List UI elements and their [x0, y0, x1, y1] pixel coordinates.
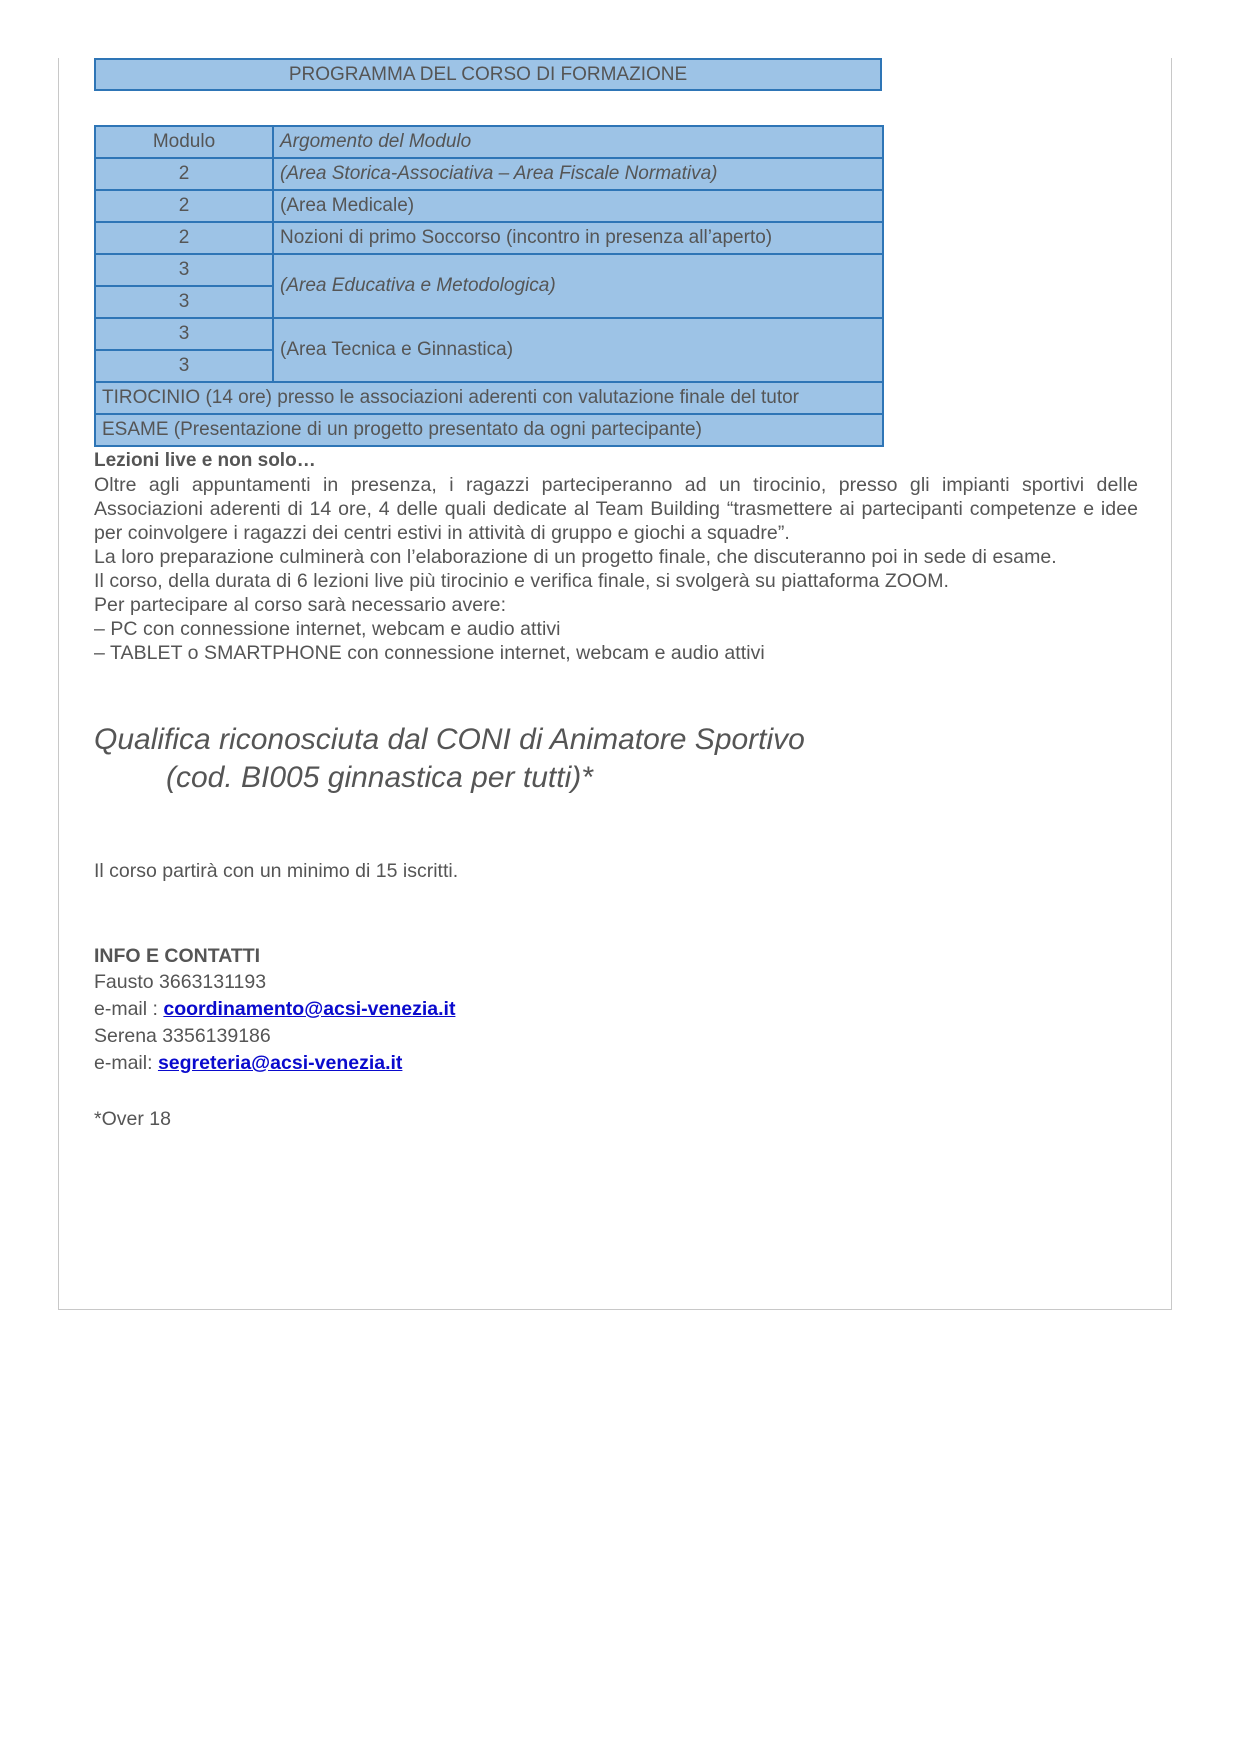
- module-number: 2: [95, 158, 273, 190]
- requirement-tablet: – TABLET o SMARTPHONE con connessione internet, webcam e audio attivi: [94, 642, 765, 664]
- module-number: 3: [95, 254, 273, 286]
- header-module: Modulo: [95, 126, 273, 158]
- table-row: [95, 190, 883, 222]
- table-row: [95, 158, 883, 190]
- module-number: 3: [95, 286, 273, 318]
- qualifica-line2: (cod. BI005 ginnastica per tutti)*: [166, 761, 593, 794]
- module-number: 3: [95, 350, 273, 382]
- table-row: [95, 222, 883, 254]
- minimo-iscritti: Il corso partirà con un minimo di 15 iscritti.: [94, 860, 459, 882]
- module-topic: (Area Storica-Associativa – Area Fiscale Normativa): [273, 158, 883, 190]
- info-heading: INFO E CONTATTI: [94, 945, 261, 967]
- table-row: [95, 254, 883, 286]
- module-topic: (Area Tecnica e Ginnastica): [273, 318, 883, 382]
- contact-email-line: [94, 1050, 1138, 1077]
- contact-email-line: [94, 996, 1138, 1023]
- qualifica-heading: [94, 721, 1138, 797]
- requirement-pc: – PC con connessione internet, webcam e audio attivi: [94, 618, 561, 640]
- email-label: e-mail :: [94, 998, 164, 1020]
- paragraph-preparazione: La loro preparazione culminerà con l’elaborazione di un progetto finale, che discuteranno poi in sede di esame.: [94, 546, 1057, 568]
- lezioni-heading: Lezioni live e non solo…: [94, 450, 316, 471]
- email-link-segreteria[interactable]: segreteria@acsi-venezia.it: [157, 1052, 403, 1074]
- module-number: 3: [95, 318, 273, 350]
- contact-serena: Serena 3356139186: [94, 1025, 271, 1047]
- table-row: [95, 414, 883, 446]
- footnote: *Over 18: [94, 1108, 171, 1130]
- paragraph-corso: Il corso, della durata di 6 lezioni live più tirocinio e verifica finale, si svolgerà su piattaforma ZOOM.: [94, 570, 950, 592]
- module-number: 2: [95, 222, 273, 254]
- header-topic: Argomento del Modulo: [273, 126, 883, 158]
- module-topic: (Area Medicale): [273, 190, 883, 222]
- table-row: [95, 382, 883, 414]
- module-number: 2: [95, 190, 273, 222]
- modules-table: [94, 125, 884, 447]
- paragraph-tirocinio: Oltre agli appuntamenti in presenza, i ragazzi parteciperanno ad un tirocinio, presso gli impianti sportivi delle Associazioni aderenti di 14 ore, 4 delle quali dedicate al Team Building “trasmettere ai partecipanti competenze e idee per coinvolgere i ragazzi dei centri estivi in attività di gruppo e giochi a squadre”.: [94, 474, 1138, 544]
- esame-row: ESAME (Presentazione di un progetto presentato da ogni partecipante): [95, 414, 883, 446]
- paragraph-requisiti: Per partecipare al corso sarà necessario avere:: [94, 594, 507, 616]
- document-content: [94, 58, 1138, 1131]
- tirocinio-row: TIROCINIO (14 ore) presso le associazioni aderenti con valutazione finale del tutor: [95, 382, 883, 414]
- email-link-coordinamento[interactable]: coordinamento@acsi-venezia.it: [163, 998, 456, 1020]
- program-title: PROGRAMMA DEL CORSO DI FORMAZIONE: [94, 58, 882, 91]
- table-header-row: [95, 126, 883, 158]
- table-row: [95, 318, 883, 350]
- module-topic: Nozioni di primo Soccorso (incontro in presenza all’aperto): [273, 222, 883, 254]
- qualifica-line1: Qualifica riconosciuta dal CONI di Animatore Sportivo: [94, 723, 805, 756]
- contact-fausto: Fausto 3663131193: [94, 971, 267, 993]
- module-topic: (Area Educativa e Metodologica): [273, 254, 883, 318]
- email-label: e-mail:: [94, 1052, 158, 1074]
